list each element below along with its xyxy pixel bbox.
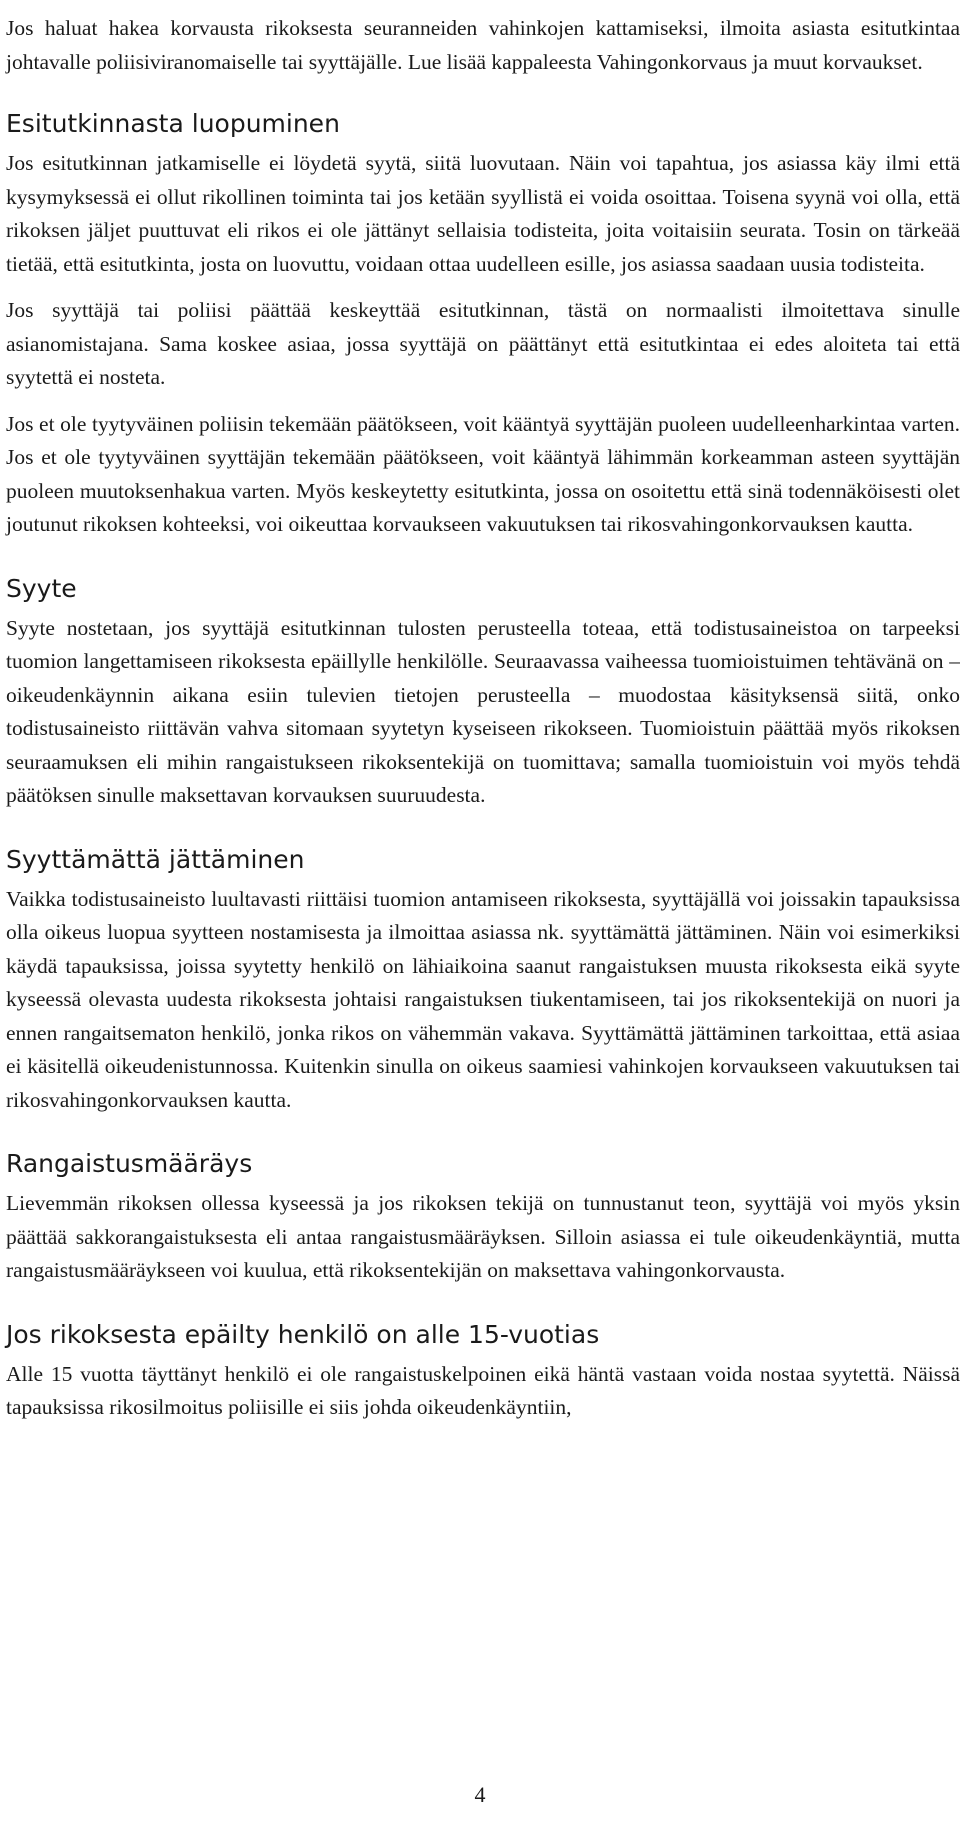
section-paragraph: Alle 15 vuotta täyttänyt henkilö ei ole rangaistuskelpoinen eikä häntä vastaan voida nostaa syytettä. Näissä tapauksissa rikosilmoitus poliisille ei siis johda oikeudenkäyntiin, <box>6 1361 960 1419</box>
section-rangaistusmaarays <box>6 1149 960 1288</box>
section-syyte <box>6 574 960 813</box>
section-paragraph: Jos et ole tyytyväinen poliisin tekemään päätökseen, voit kääntyä syyttäjän puoleen uudelleenharkintaa varten. Jos et ole tyytyväinen syyttäjän tekemään päätökseen, voit kääntyä lähimmän korkeamman asteen syyttäjän puoleen muutoksenhakua varten. Myös keskeytetty esitutkinta, jossa on osoitettu että sinä todennäköisesti olet joutunut rikoksen kohteeksi, voi oikeuttaa korvaukseen vakuutuksen tai rikosvahingonkorvauksen kautta. <box>6 411 960 536</box>
page-number: 4 <box>474 1782 486 1807</box>
document-body <box>6 12 960 1425</box>
section-paragraph: Lievemmän rikoksen ollessa kyseessä ja jos rikoksen tekijä on tunnustanut teon, syyttäjä voi myös yksin päättää sakkorangaistuksesta eli antaa rangaistusmääräyksen. Silloin asiassa ei tule oikeudenkäyntiä, mutta rangaistusmääräykseen voi kuulua, että rikoksentekijän on maksettava vahingonkorvausta. <box>6 1191 960 1282</box>
section-heading: Syyttämättä jättäminen <box>6 844 305 874</box>
section-alle-15-vuotias <box>6 1320 960 1425</box>
section-heading: Rangaistusmääräys <box>6 1149 253 1178</box>
section-heading: Jos rikoksesta epäilty henkilö on alle 15-vuotias <box>6 1319 600 1349</box>
section-paragraph: Vaikka todistusaineisto luultavasti riittäisi tuomion antamiseen rikoksesta, syyttäjällä voi joissakin tapauksissa olla oikeus luopua syytteen nostamisesta ja ilmoittaa asiassa nk. syyttämättä jättäminen. Näin voi esimerkiksi käydä tapauksissa, joissa syytetty henkilö on lähiaikoina saanut rangaistuksen muusta rikoksesta eikä syyte kyseessä olevasta uudesta rikoksesta johtaisi rangaistuksen tiukentamiseen, tai jos rikoksentekijä on nuori ja ennen rangaitsematon henkilö, jonka rikos on vähemmän vakava. Syyttämättä jättäminen tarkoittaa, että asiaa ei käsitellä oikeudenistunnossa. Kuitenkin sinulla on oikeus saamiesi vahinkojen korvaukseen vakuutuksen tai rikosvahingonkorvauksen kautta. <box>6 886 960 1112</box>
intro-paragraph: Jos haluat hakea korvausta rikoksesta seuranneiden vahinkojen kattamiseksi, ilmoita asiasta esitutkintaa johtavalle poliisiviranomaiselle tai syyttäjälle. Lue lisää kappaleesta Vahingonkorvaus ja muut korvaukset. <box>6 16 960 74</box>
section-paragraph: Jos esitutkinnan jatkamiselle ei löydetä syytä, siitä luovutaan. Näin voi tapahtua, jos asiassa käy ilmi että kysymyksessä ei ollut rikollinen toiminta tai jos ketään syyllistä ei voida osoittaa. Toisena syynä voi olla, että rikoksen jäljet puuttuvat eli rikos ei ole jättänyt sellaisia todisteita, joita voitaisiin seurata. Tosin on tärkeää tietää, että esitutkinta, josta on luovuttu, voidaan ottaa uudelleen esille, jos asiassa saadaan uusia todisteita. <box>6 151 960 276</box>
section-syyttamatta-jattaminen <box>6 845 960 1118</box>
section-esitutkinnasta-luopuminen <box>6 109 960 542</box>
section-heading: Esitutkinnasta luopuminen <box>6 109 340 138</box>
section-paragraph: Jos syyttäjä tai poliisi päättää keskeyttää esitutkinnan, tästä on normaalisti ilmoitettava sinulle asianomistajana. Sama koskee asiaa, jossa syyttäjä on päättänyt että esitutkintaa ei edes aloiteta tai että syytettä ei nosteta. <box>6 298 960 389</box>
section-paragraph: Syyte nostetaan, jos syyttäjä esitutkinnan tulosten perusteella toteaa, että todistusaineistoa on tarpeeksi tuomion langettamiseen rikoksesta epäillylle henkilölle. Seuraavassa vaiheessa tuomioistuimen tehtävänä on – oikeudenkäynnin aikana esiin tulevien tietojen perusteella – muodostaa käsityksensä siitä, onko todistusaineisto riittävän vahva sitomaan syytetyn kyseiseen rikokseen. Tuomioistuin päättää myös rikoksen seuraamuksen eli mihin rangaistukseen rikoksentekijä on tuomittava; samalla tuomioistuin voi myös tehdä päätöksen sinulle maksettavan korvauksen suuruudesta. <box>6 615 960 807</box>
section-heading: Syyte <box>6 573 77 603</box>
